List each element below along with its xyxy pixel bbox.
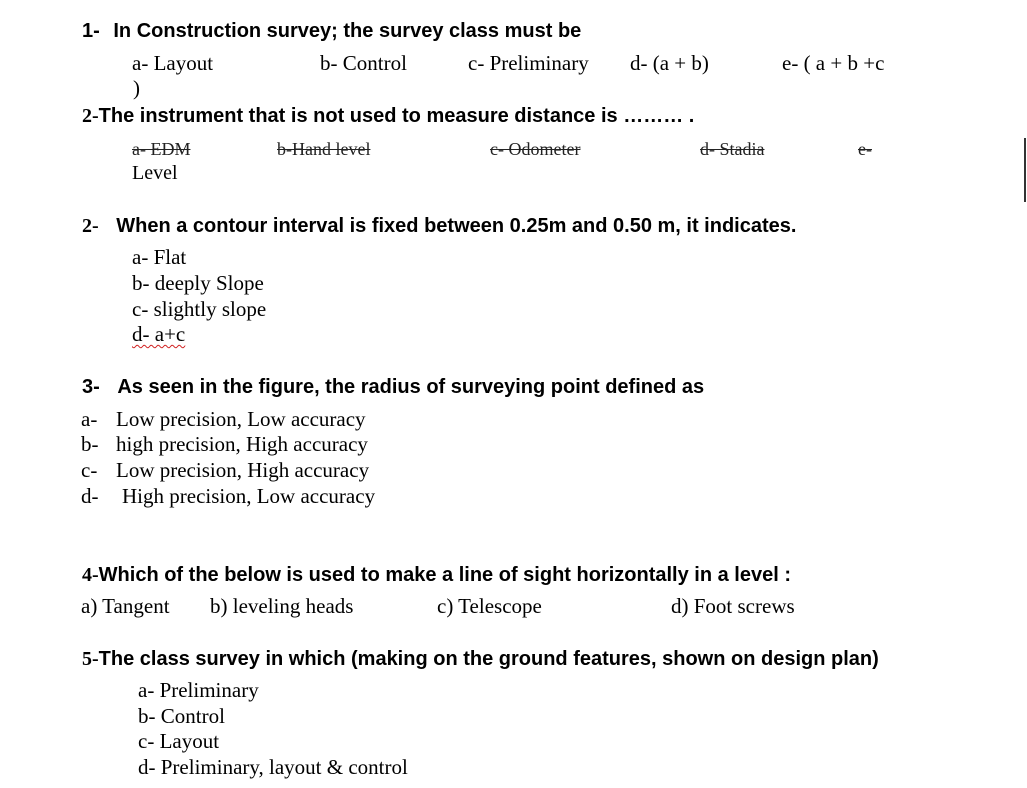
q4-option-c: c) Telescope	[437, 594, 542, 618]
question-1-text: In Construction survey; the survey class must be	[113, 20, 582, 42]
q1-option-e: e- ( a + b +c	[782, 51, 885, 75]
q1-option-a: a- Layout	[132, 51, 214, 75]
q2a-option-b: b-Hand level	[277, 139, 371, 159]
page-edge-mark	[1024, 138, 1026, 202]
question-4-number: 4-	[82, 564, 99, 586]
q5-option-b: b- Control	[138, 704, 225, 728]
q3-option-b-text: high precision, High accuracy	[116, 432, 368, 456]
q2b-option-b: b- deeply Slope	[132, 271, 264, 295]
q2b-option-c: c- slightly slope	[132, 297, 267, 321]
q3-option-c-text: Low precision, High accuracy	[116, 458, 370, 482]
q3-option-a-letter: a-	[81, 407, 98, 431]
q2b-option-a: a- Flat	[132, 245, 187, 269]
question-2b-text: When a contour interval is fixed between 0.25m and 0.50 m, it indicates.	[116, 215, 797, 237]
q2b-option-d	[132, 322, 185, 346]
q2a-option-d: d- Stadia	[700, 139, 765, 159]
q5-option-a: a- Preliminary	[138, 678, 259, 702]
q2a-option-e: e-	[858, 139, 872, 159]
question-5-number: 5-	[82, 648, 99, 670]
q1-option-b: b- Control	[320, 51, 407, 75]
question-2a	[82, 104, 694, 128]
question-2b-number: 2-	[82, 215, 99, 237]
q3-option-d-letter: d-	[81, 484, 99, 508]
question-2b	[82, 214, 796, 238]
question-1-number: 1-	[82, 20, 100, 42]
question-3-text: As seen in the figure, the radius of surveying point defined as	[117, 376, 705, 398]
q5-option-c: c- Layout	[138, 729, 220, 753]
q4-option-d: d) Foot screws	[671, 594, 795, 618]
q3-option-a-text: Low precision, Low accuracy	[116, 407, 366, 431]
q1-option-c: c- Preliminary	[468, 51, 589, 75]
q4-option-a: a) Tangent	[81, 594, 170, 618]
q5-option-d: d- Preliminary, layout & control	[138, 755, 408, 779]
q3-option-d-text: High precision, Low accuracy	[122, 484, 376, 508]
question-3	[82, 375, 704, 399]
q2b-option-d-text: d- a+c	[132, 322, 186, 346]
q2a-option-a: a- EDM	[132, 139, 191, 159]
q3-option-b-letter: b-	[81, 432, 99, 456]
q4-option-b: b) leveling heads	[210, 594, 354, 618]
q2a-option-e-level: Level	[132, 162, 178, 184]
question-2a-number: 2-	[82, 105, 99, 127]
q1-option-e-close-paren: )	[133, 76, 140, 100]
q3-option-c-letter: c-	[81, 458, 98, 482]
question-2a-text: The instrument that is not used to measure distance is ……… .	[98, 105, 695, 127]
question-5-text: The class survey in which (making on the ground features, shown on design plan)	[98, 648, 879, 670]
question-5	[82, 647, 879, 671]
question-4-text: Which of the below is used to make a line of sight horizontally in a level :	[98, 564, 791, 586]
q1-option-d: d- (a + b)	[630, 51, 709, 75]
question-4	[82, 563, 791, 587]
q2a-option-c: c- Odometer	[490, 139, 581, 159]
question-1	[82, 19, 581, 43]
question-3-number: 3-	[82, 376, 100, 398]
